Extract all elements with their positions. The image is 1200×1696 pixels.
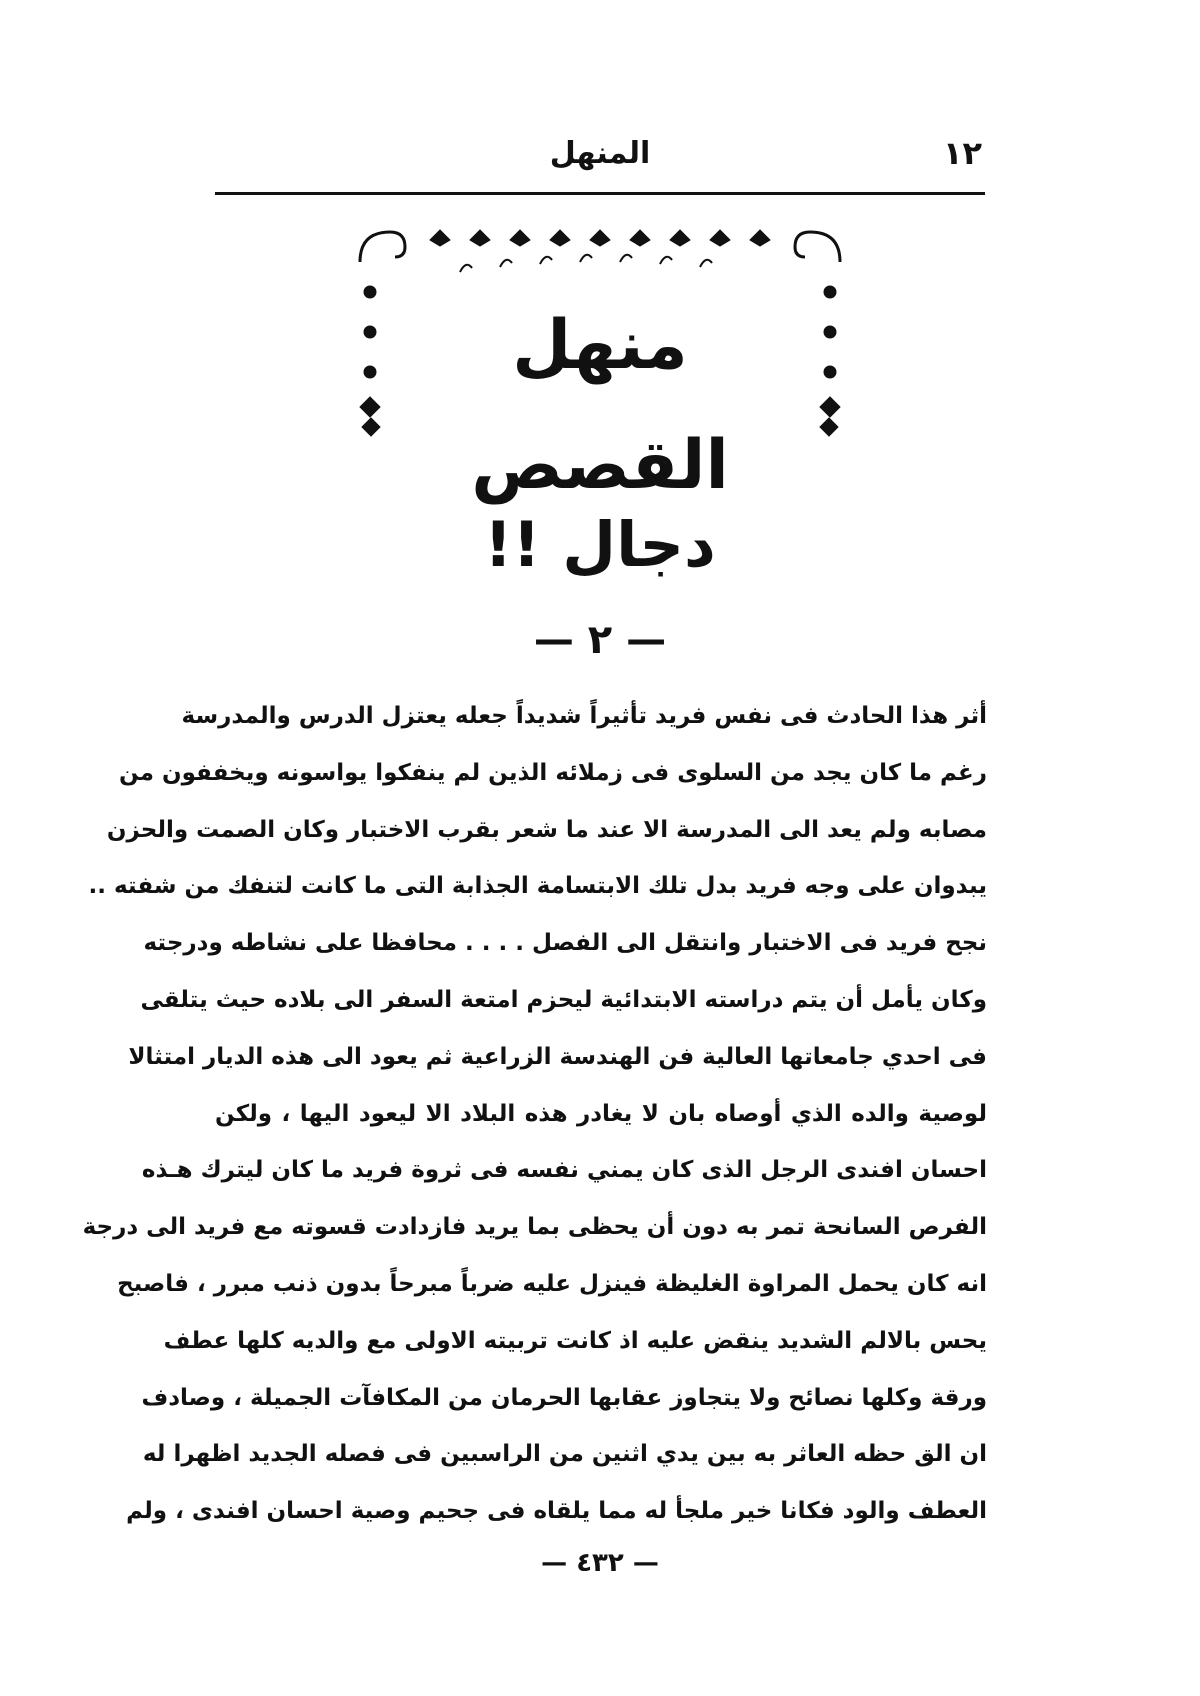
- body-line: ان الق حظه العاثر به بين يدي اثنين من الراسبين فى فصله الجديد اظهرا له: [142, 1441, 987, 1468]
- part-number: — ٢ —: [533, 617, 667, 663]
- page-number: ١٢: [942, 134, 982, 172]
- body-text: [82, 688, 987, 1540]
- body-line: انه كان يحمل المراوة الغليظة فينزل عليه ضرباً مبرحاً بدون ذنب مبرر ، فاصبح: [117, 1270, 987, 1297]
- top-fleurons: [430, 230, 770, 246]
- body-line: ورقة وكلها نصائح ولا يتجاوز عقابها الحرمان من المكافآت الجميلة ، وصادف: [141, 1384, 987, 1411]
- journal-name: المنهل: [549, 136, 651, 171]
- body-line: فى احدي جامعاتها العالية فن الهندسة الزراعية ثم يعود الى هذه الديار امتثالا: [128, 1043, 987, 1070]
- body-line: أثر هذا الحادث فى نفس فريد تأثيراً شديداً جعله يعتزل الدرس والمدرسة: [181, 703, 987, 729]
- body-line: احسان افندى الرجل الذى كان يمني نفسه فى ثروة فريد ما كان ليترك هـذه: [141, 1157, 987, 1184]
- body-line: الفرص السانحة تمر به دون أن يحظى بما يريد فازدادت قسوته مع فريد الى درجة: [82, 1214, 987, 1241]
- body-line: مصابه ولم يعد الى المدرسة الا عند ما شعر بقرب الاختبار وكان الصمت والحزن: [106, 816, 987, 843]
- right-fleurons: [820, 286, 840, 417]
- header-rule: [215, 192, 985, 195]
- body-line: وكان يأمل أن يتم دراسته الابتدائية ليحزم امتعة السفر الى بلاده حيث يتلقى: [140, 986, 987, 1013]
- body-line: رغم ما كان يجد من السلوى فى زملائه الذين لم ينفكوا يواسونه ويخففون من: [119, 759, 987, 786]
- running-head: [218, 134, 982, 182]
- story-title: دجال !!: [484, 508, 716, 581]
- body-line: العطف والود فكانا خير ملجأ له مما يلقاه فى جحيم وصية احسان افندى ، ولم: [126, 1498, 987, 1525]
- body-line: لوصية والده الذي أوصاه بان لا يغادر هذه البلاد الا ليعود اليها ، ولكن: [215, 1100, 987, 1127]
- section-banner-title: منهل القصص: [471, 306, 729, 505]
- body-line: نجح فريد فى الاختبار وانتقل الى الفصل . . . . محافظا على نشاطه ودرجته: [143, 930, 987, 957]
- folio: — ٤٣٢ —: [541, 1548, 659, 1578]
- left-fleurons: [360, 286, 380, 417]
- body-line: يبدوان على وجه فريد بدل تلك الابتسامة الجذابة التى ما كانت لتنفك من شفته ..: [88, 873, 987, 900]
- body-line: يحس بالالم الشديد ينقض عليه اذ كانت تربيته الاولى مع والديه كلها عطف: [163, 1327, 987, 1354]
